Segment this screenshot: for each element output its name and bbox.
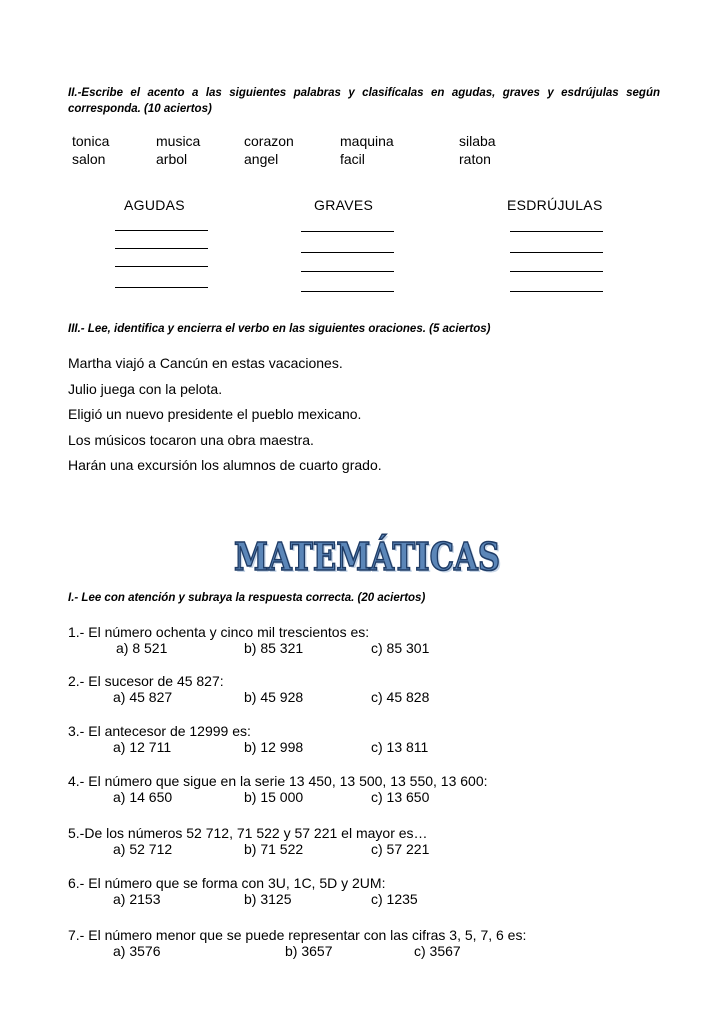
question-7-option-a[interactable]: a) 3576 <box>113 943 161 959</box>
question-5-option-c[interactable]: c) 57 221 <box>371 841 430 857</box>
answer-line-agudas-3[interactable] <box>115 266 208 267</box>
question-5-option-b[interactable]: b) 71 522 <box>244 841 304 857</box>
section3-instruction: III.- Lee, identifica y encierra el verbo en las siguientes oraciones. (5 aciertos) <box>68 323 491 335</box>
answer-line-agudas-4[interactable] <box>115 287 208 288</box>
math-title-shadow: MATEMÁTICAS <box>236 536 502 580</box>
word-arbol: arbol <box>156 151 188 167</box>
answer-line-esdrujulas-2[interactable] <box>510 252 603 253</box>
answer-line-graves-4[interactable] <box>301 291 394 292</box>
answer-line-agudas-1[interactable] <box>115 230 208 231</box>
math-title-wordart <box>228 532 508 580</box>
sentence-5: Harán una excursión los alumnos de cuarto grado. <box>68 457 382 473</box>
column-agudas-heading: AGUDAS <box>124 197 185 213</box>
column-esdrujulas-heading: ESDRÚJULAS <box>507 197 603 213</box>
question-1-option-b[interactable]: b) 85 321 <box>244 640 304 656</box>
sentence-2: Julio juega con la pelota. <box>68 381 223 397</box>
question-4-option-b[interactable]: b) 15 000 <box>244 789 304 805</box>
sentence-4: Los músicos tocaron una obra maestra. <box>68 432 314 448</box>
question-4-option-c[interactable]: c) 13 650 <box>371 789 430 805</box>
answer-line-graves-2[interactable] <box>301 252 394 253</box>
question-5-option-a[interactable]: a) 52 712 <box>113 841 173 857</box>
column-graves-heading: GRAVES <box>314 197 374 213</box>
answer-line-agudas-2[interactable] <box>115 248 208 249</box>
question-7: 7.- El número menor que se puede representar con las cifras 3, 5, 7, 6 es: <box>68 927 527 943</box>
question-6-option-a[interactable]: a) 2153 <box>113 891 161 907</box>
question-2-option-c[interactable]: c) 45 828 <box>371 689 430 705</box>
sentence-3: Eligió un nuevo presidente el pueblo mexicano. <box>68 406 362 422</box>
question-2-option-a[interactable]: a) 45 827 <box>113 689 173 705</box>
question-1: 1.- El número ochenta y cinco mil trescientos es: <box>68 624 370 640</box>
question-3-option-a[interactable]: a) 12 711 <box>113 739 172 755</box>
question-6-option-c[interactable]: c) 1235 <box>371 891 418 907</box>
question-2: 2.- El sucesor de 45 827: <box>68 673 224 689</box>
question-7-option-b[interactable]: b) 3657 <box>285 943 333 959</box>
question-3: 3.- El antecesor de 12999 es: <box>68 723 251 739</box>
question-4-option-a[interactable]: a) 14 650 <box>113 789 173 805</box>
word-corazon: corazon <box>244 133 294 149</box>
word-facil: facil <box>340 151 365 167</box>
section2-instruction: II.-Escribe el acento a las siguientes palabras y clasifícalas en agudas, graves y esdrújulas según corresponda. (10 aciertos) <box>68 87 660 115</box>
word-tonica: tonica <box>72 133 110 149</box>
answer-line-esdrujulas-4[interactable] <box>510 291 603 292</box>
answer-line-esdrujulas-1[interactable] <box>510 231 603 232</box>
question-6: 6.- El número que se forma con 3U, 1C, 5D y 2UM: <box>68 875 386 891</box>
question-6-option-b[interactable]: b) 3125 <box>244 891 292 907</box>
question-3-option-b[interactable]: b) 12 998 <box>244 739 304 755</box>
answer-line-graves-1[interactable] <box>301 231 394 232</box>
word-salon: salon <box>72 151 106 167</box>
math-instruction: I.- Lee con atención y subraya la respuesta correcta. (20 aciertos) <box>68 592 426 604</box>
word-raton: raton <box>459 151 491 167</box>
question-7-option-c[interactable]: c) 3567 <box>414 943 461 959</box>
word-musica: musica <box>156 133 201 149</box>
question-1-option-c[interactable]: c) 85 301 <box>371 640 430 656</box>
word-silaba: silaba <box>459 133 496 149</box>
question-3-option-c[interactable]: c) 13 811 <box>371 739 429 755</box>
answer-line-esdrujulas-3[interactable] <box>510 271 603 272</box>
math-title: MATEMÁTICAS <box>234 534 500 579</box>
sentence-1: Martha viajó a Cancún en estas vacaciones. <box>68 355 343 371</box>
question-2-option-b[interactable]: b) 45 928 <box>244 689 304 705</box>
question-1-option-a[interactable]: a) 8 521 <box>116 640 168 656</box>
word-angel: angel <box>244 151 279 167</box>
question-4: 4.- El número que sigue en la serie 13 450, 13 500, 13 550, 13 600: <box>68 773 488 789</box>
word-maquina: maquina <box>340 133 394 149</box>
answer-line-graves-3[interactable] <box>301 271 394 272</box>
question-5: 5.-De los números 52 712, 71 522 y 57 221 el mayor es… <box>68 825 428 841</box>
